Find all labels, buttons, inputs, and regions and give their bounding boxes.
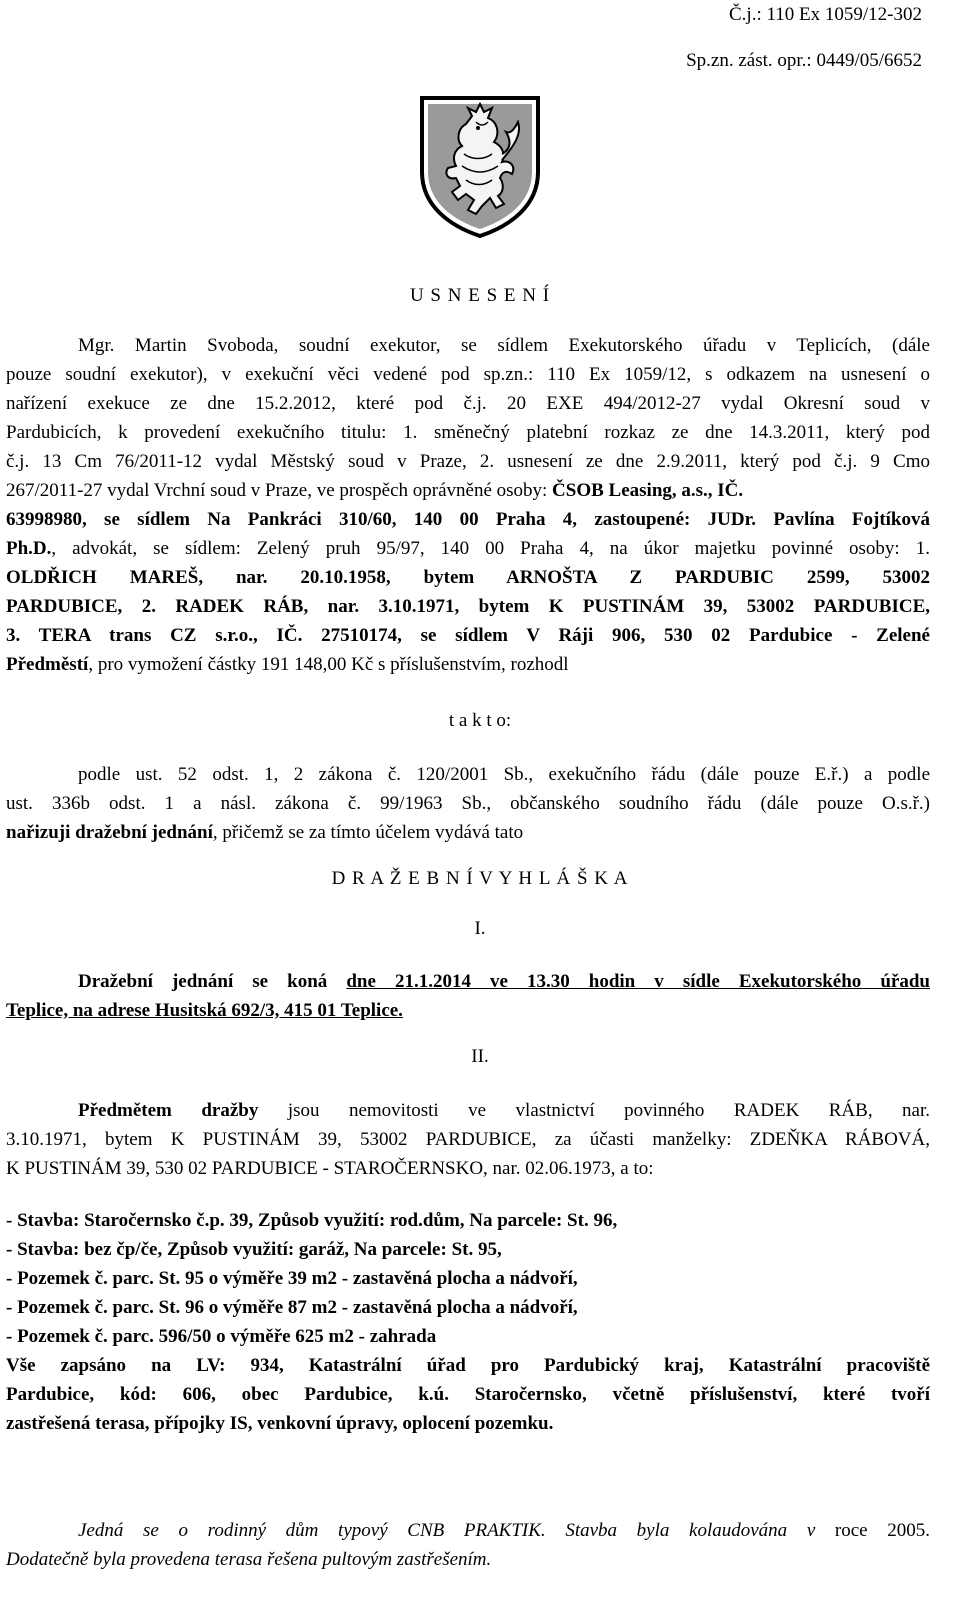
house-note-italic: Jedná se o rodinný dům typový CNB PRAKTIK. Stavba byla kolaudována v xyxy=(78,1520,816,1541)
creditor-name: ČSOB Leasing, a.s., IČ. xyxy=(552,480,744,501)
intro-text: 267/2011-27 vydal Vrchní soud v Praze, ve prospěch oprávněné osoby: xyxy=(6,480,548,501)
debtor-3: 3. TERA trans CZ s.r.o., IČ. 27510174, se sídlem V Ráji 906, 530 02 Pardubice - Zelené xyxy=(6,625,930,646)
terrace-note: Dodatečně byla provedena terasa řešena pultovým zastřešením. xyxy=(6,1549,492,1570)
legal-line xyxy=(6,818,930,847)
order-text: nařizuji dražební jednání xyxy=(6,822,213,843)
subject-line: 3.10.1971, bytem K PUSTINÁM 39, 53002 PARDUBICE, za účasti manželky: ZDEŇKA RÁBOVÁ, xyxy=(6,1129,930,1150)
property-item xyxy=(6,1293,930,1322)
auction-place-line xyxy=(6,996,930,1025)
property-item xyxy=(6,1235,930,1264)
legal-line: podle ust. 52 odst. 1, 2 zákona č. 120/2001 Sb., exekučního řádu (dále pouze E.ř.) a podle xyxy=(78,764,930,785)
czech-coat-of-arms-icon xyxy=(418,94,542,240)
creditor-details xyxy=(6,505,930,534)
document-title: U S N E S E N Í xyxy=(409,285,551,306)
intro-line: nařízení exekuce ze dne 15.2.2012, které pod č.j. 20 EXE 494/2012-27 vydal Okresní soud v xyxy=(6,393,930,414)
amount-text: , pro vymožení částky 191 148,00 Kč s příslušenstvím, rozhodl xyxy=(88,654,569,675)
registry-line xyxy=(6,1380,930,1409)
intro-line: Pardubicích, k provedení exekučního titulu: 1. směnečný platební rozkaz ze dne 14.3.2011, který pod xyxy=(6,422,930,443)
debtor-3-district: Předměstí xyxy=(6,654,89,675)
property-item-text: - Pozemek č. parc. St. 95 o výměře 39 m2 - zastavěná plocha a nádvoří, xyxy=(6,1268,578,1289)
debtor-line xyxy=(6,563,930,592)
debtor-2: PARDUBICE, 2. RADEK RÁB, nar. 3.10.1971, bytem K PUSTINÁM 39, 53002 PARDUBICE, xyxy=(6,596,930,617)
auction-intro: Dražební jednání se koná xyxy=(78,971,347,992)
debtor-line xyxy=(6,592,930,621)
property-item-text: - Pozemek č. parc. 596/50 o výměře 625 m2 - zahrada xyxy=(6,1326,437,1347)
subject-line xyxy=(78,1096,930,1125)
registry-line xyxy=(6,1351,930,1380)
case-number: Č.j.: 110 Ex 1059/12-302 xyxy=(729,4,922,25)
auction-date: dne 21.1.2014 ve 13.30 hodin v sídle Exekutorského úřadu xyxy=(346,971,930,992)
house-note xyxy=(78,1516,930,1545)
property-item-text: - Stavba: Staročernsko č.p. 39, Způsob využití: rod.dům, Na parcele: St. 96, xyxy=(6,1210,618,1231)
debtor-1: OLDŘICH MAREŠ, nar. 20.10.1958, bytem ARNOŠTA Z PARDUBIC 2599, 53002 xyxy=(6,567,930,588)
order-rest: , přičemž se za tímto účelem vydává tato xyxy=(212,822,524,843)
debtor-line xyxy=(6,621,930,650)
section-number: II. xyxy=(471,1046,489,1067)
registry-text: zastřešená terasa, přípojky IS, venkovní úpravy, oplocení pozemku. xyxy=(6,1413,554,1434)
property-item xyxy=(6,1264,930,1293)
intro-line: pouze soudní exekutor), v exekuční věci vedené pod sp.zn.: 110 Ex 1059/12, s odkazem na usnesení o xyxy=(6,364,930,385)
legal-line: ust. 336b odst. 1 a násl. zákona č. 99/1963 Sb., občanského soudního řádu (dále pouze O.s.ř.) xyxy=(6,793,930,814)
auction-place: Teplice, na adrese Husitská 692/3, 415 01 Teplice. xyxy=(6,1000,403,1021)
property-item-text: - Stavba: bez čp/če, Způsob využití: garáž, Na parcele: St. 95, xyxy=(6,1239,502,1260)
auction-date-line xyxy=(78,967,930,996)
attorney-details: , advokát, se sídlem: Zelený pruh 95/97, 140 00 Praha 4, na úkor majetku povinné osoby: 1. xyxy=(51,538,930,559)
subject-label: Předmětem dražby xyxy=(78,1100,259,1121)
registry-text: Vše zapsáno na LV: 934, Katastrální úřad pro Pardubický kraj, Katastrální pracoviště xyxy=(6,1355,930,1376)
attorney-title: Ph.D. xyxy=(6,538,52,559)
takto-heading: t a k t o: xyxy=(448,710,512,731)
intro-line xyxy=(6,650,930,679)
file-number: Sp.zn. zást. opr.: 0449/05/6652 xyxy=(686,50,922,71)
intro-line xyxy=(6,534,930,563)
creditor-address: 63998980, se sídlem Na Pankráci 310/60, 140 00 Praha 4, zastoupené: JUDr. Pavlína Fojtíková xyxy=(6,509,930,530)
intro-line: Mgr. Martin Svoboda, soudní exekutor, se sídlem Exekutorského úřadu v Teplicích, (dále xyxy=(78,335,930,356)
property-item xyxy=(6,1322,930,1351)
property-item-text: - Pozemek č. parc. St. 96 o výměře 87 m2 - zastavěná plocha a nádvoří, xyxy=(6,1297,578,1318)
intro-line: č.j. 13 Cm 76/2011-12 vydal Městský soud v Praze, 2. usnesení ze dne 2.9.2011, který pod č.j. 9 Cmo xyxy=(6,451,930,472)
intro-line xyxy=(6,476,930,505)
registry-text: Pardubice, kód: 606, obec Pardubice, k.ú. Staročernsko, včetně příslušenství, které tvoří xyxy=(6,1384,930,1405)
property-item xyxy=(6,1206,930,1235)
section-number: I. xyxy=(474,918,486,939)
announcement-title: D R A Ž E B N Í V Y H L Á Š K A xyxy=(331,868,629,889)
subject-line: K PUSTINÁM 39, 530 02 PARDUBICE - STAROČERNSKO, nar. 02.06.1973, a to: xyxy=(6,1158,654,1179)
house-note-year: roce 2005. xyxy=(834,1520,931,1541)
registry-line xyxy=(6,1409,930,1438)
subject-owner: jsou nemovitosti ve vlastnictví povinného RADEK RÁB, nar. xyxy=(258,1100,930,1121)
